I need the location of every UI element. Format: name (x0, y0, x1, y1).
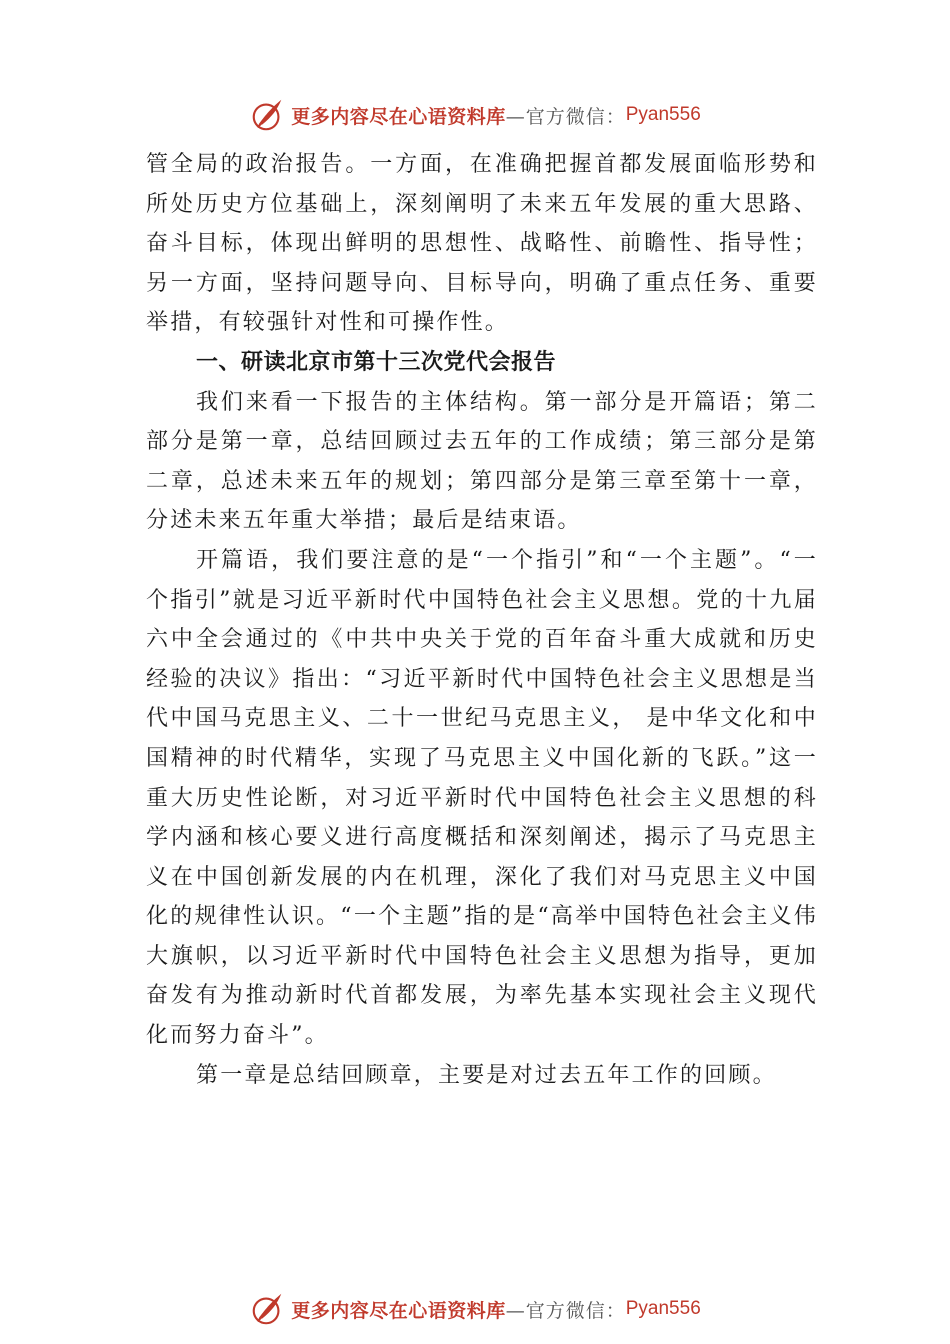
paragraph-structure: 我们来看一下报告的主体结构。第一部分是开篇语；第二部分是第一章，总结回顾过去五年的工作成绩；第三部分是第二章，总述未来五年的规划；第四部分是第三章至第十一章，分述未来五年重大举措；最后是结束语。 (146, 389, 818, 534)
document-body (146, 145, 818, 1095)
section-heading: 一、研读北京市第十三次党代会报告 (196, 349, 557, 375)
banner-contact-label: —官方微信： (505, 105, 626, 128)
quill-logo-icon (249, 1290, 287, 1328)
footer-banner (0, 1287, 950, 1331)
banner-contact-label: —官方微信： (505, 1299, 626, 1322)
quill-logo-icon (249, 96, 287, 134)
paragraph-opening: 开篇语，我们要注意的是“一个指引”和“一个主题”。“一个指引”就是习近平新时代中国特色社会主义思想。党的十九届六中全会通过的《中共中央关于党的百年奋斗重大成就和历史经验的决议》指出：“习近平新时代中国特色社会主义思想是当代中国马克思主义、二十一世纪马克思主义， 是中华文化和中国精神的时代精华，实现了马克思主义中国化新的飞跃。”这一重大历史性论断，对习近平新时代中国特色社会主义思想的科学内涵和核心要义进行高度概括和深刻阐述，揭示了马克思主义在中国创新发展的内在机理，深化了我们对马克思主义中国化的规律性认识。“一个主题”指的是“高举中国特色社会主义伟大旗帜，以习近平新时代中国特色社会主义思想为指导，更加奋发有为推动新时代首都发展，为率先基本实现社会主义现代化而努力奋斗”。 (146, 547, 818, 1049)
paragraph-chapter-one: 第一章是总结回顾章，主要是对过去五年工作的回顾。 (196, 1062, 777, 1088)
header-banner (0, 93, 950, 137)
banner-contact-id: Pyan556 (625, 1298, 701, 1319)
paragraph-intro: 管全局的政治报告。一方面，在准确把握首都发展面临形势和所处历史方位基础上，深刻阐明了未来五年发展的重大思路、奋斗目标，体现出鲜明的思想性、战略性、前瞻性、指导性；另一方面，坚持问题导向、目标导向，明确了重点任务、重要举措，有较强针对性和可操作性。 (146, 152, 818, 336)
banner-brand-text: 更多内容尽在心语资料库 (291, 1299, 506, 1322)
banner-contact-id: Pyan556 (625, 104, 701, 125)
banner-brand-text: 更多内容尽在心语资料库 (291, 105, 506, 128)
